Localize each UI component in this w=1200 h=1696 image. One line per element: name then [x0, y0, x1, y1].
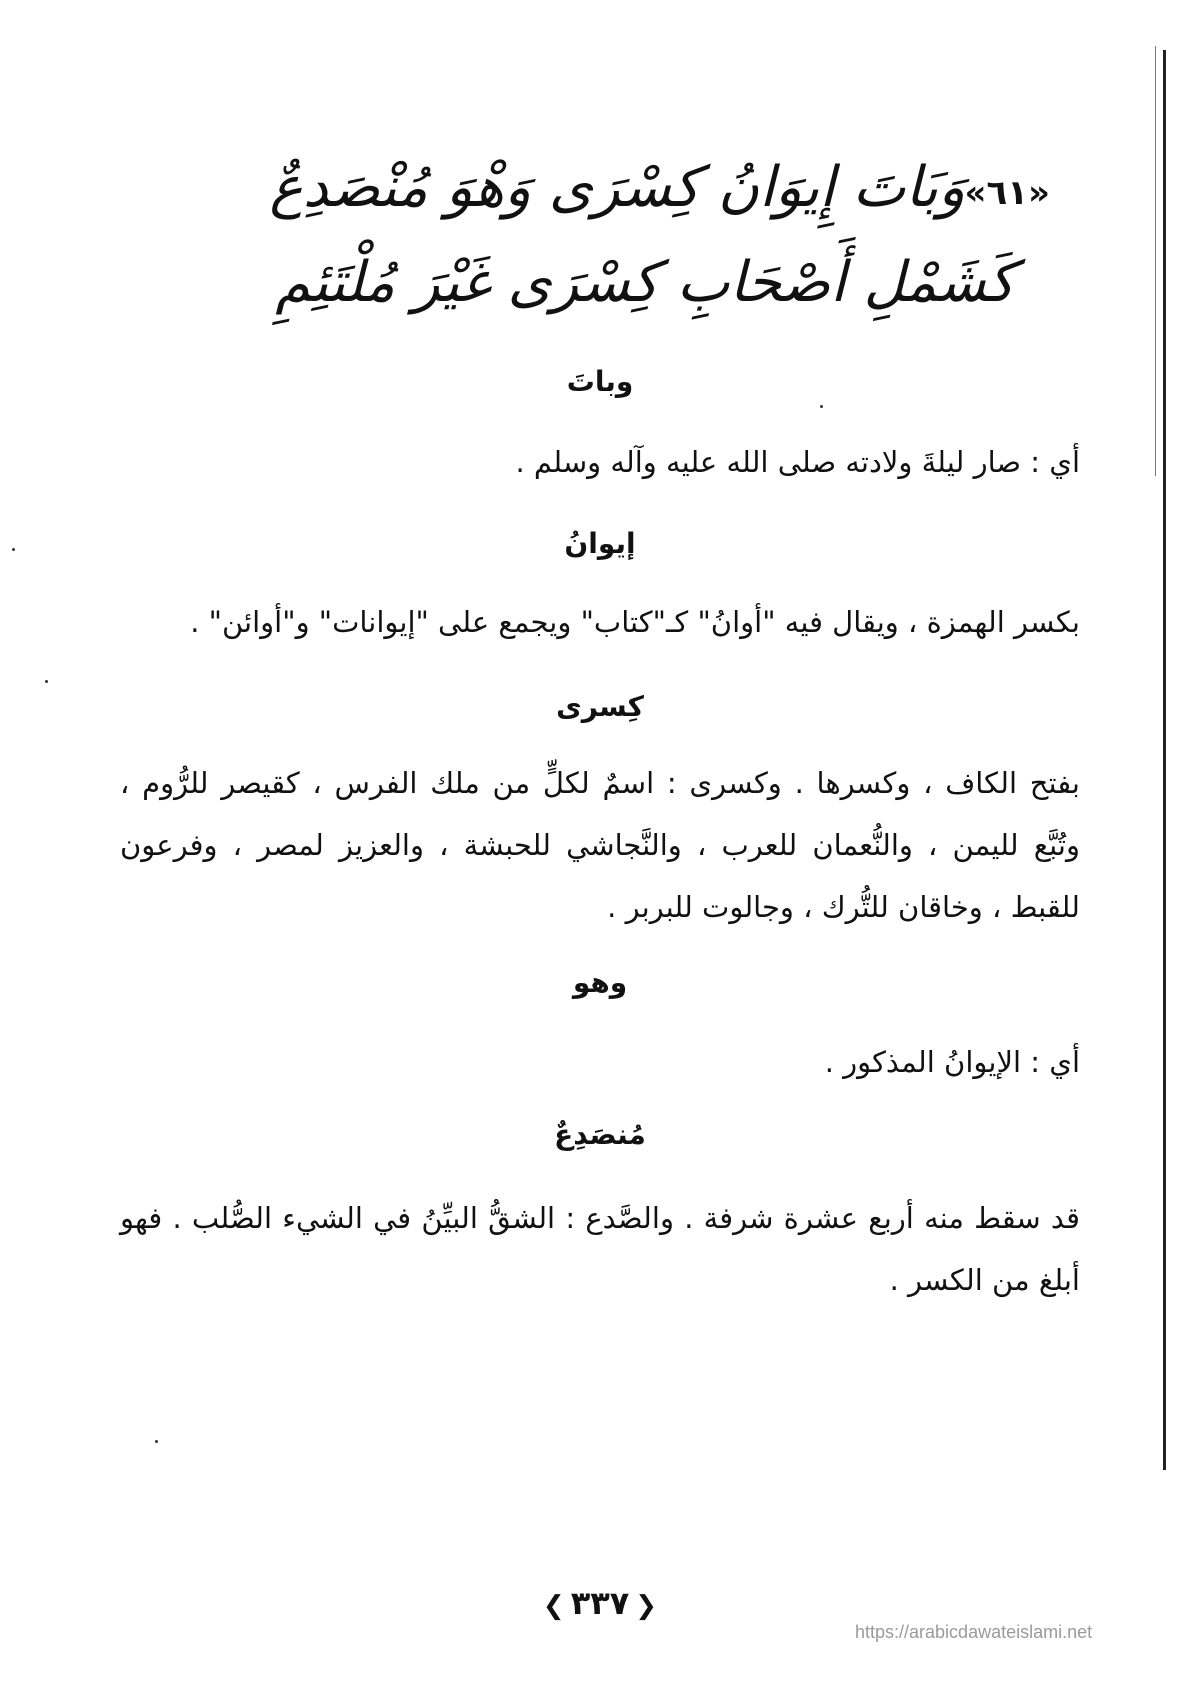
- verse-second-hemistich: كَشَمْلِ أَصْحَابِ كِسْرَى غَيْرَ مُلْتَئِمِ: [275, 250, 1015, 315]
- section-body: قد سقط منه أربع عشرة شرفة . والصَّدع : الشقُّ البيِّنُ في الشيء الصُّلب . فهو أبلغ من الكسر .: [120, 1201, 1080, 1297]
- page-binding-edge: [1163, 50, 1166, 1470]
- scan-speck: [820, 405, 823, 408]
- page-number: [0, 1584, 1200, 1622]
- section-heading: وهو: [572, 966, 628, 999]
- verse-first-hemistich: وَبَاتَ إِيوَانُ كِسْرَى وَهْوَ مُنْصَدِعٌ: [269, 155, 965, 220]
- section-heading: وباتَ: [566, 365, 634, 398]
- section-heading: كِسرى: [556, 690, 644, 723]
- section-heading: إيوانُ: [564, 527, 636, 560]
- section-body: أي : الإيوانُ المذكور .: [824, 1045, 1080, 1079]
- section-body: بفتح الكاف ، وكسرها . وكسرى : اسمٌ لكلٍّ من ملك الفرس ، كقيصر للرُّوم ، وتُبَّع لليمن ، والنُّعمان للعرب ، والنَّجاشي للحبشة ، والعزيز لمصر ، وفرعون للقبط ، وخاقان للتُّرك ، وجالوت للبربر .: [120, 766, 1080, 924]
- section-heading: مُنصَدِعٌ: [554, 1118, 646, 1151]
- scan-speck: [155, 1440, 158, 1443]
- page-number-value: ٣٣٧: [570, 1584, 630, 1622]
- page-number-bracket-left: ❮: [542, 1591, 565, 1621]
- page-number-bracket-right: ❯: [635, 1591, 658, 1621]
- source-watermark: https://arabicdawateislami.net: [855, 1622, 1093, 1642]
- scan-speck: [45, 680, 48, 683]
- verse-number: «٦١»: [964, 173, 1050, 213]
- poem-verse: [250, 155, 1050, 355]
- section-body: بكسر الهمزة ، ويقال فيه "أوانُ" كـ"كتاب" ويجمع على "إيوانات" و"أوائن" .: [190, 605, 1080, 639]
- page-binding-shadow: [1155, 46, 1156, 476]
- section-body: أي : صار ليلةَ ولادته صلى الله عليه وآله وسلم .: [515, 445, 1080, 479]
